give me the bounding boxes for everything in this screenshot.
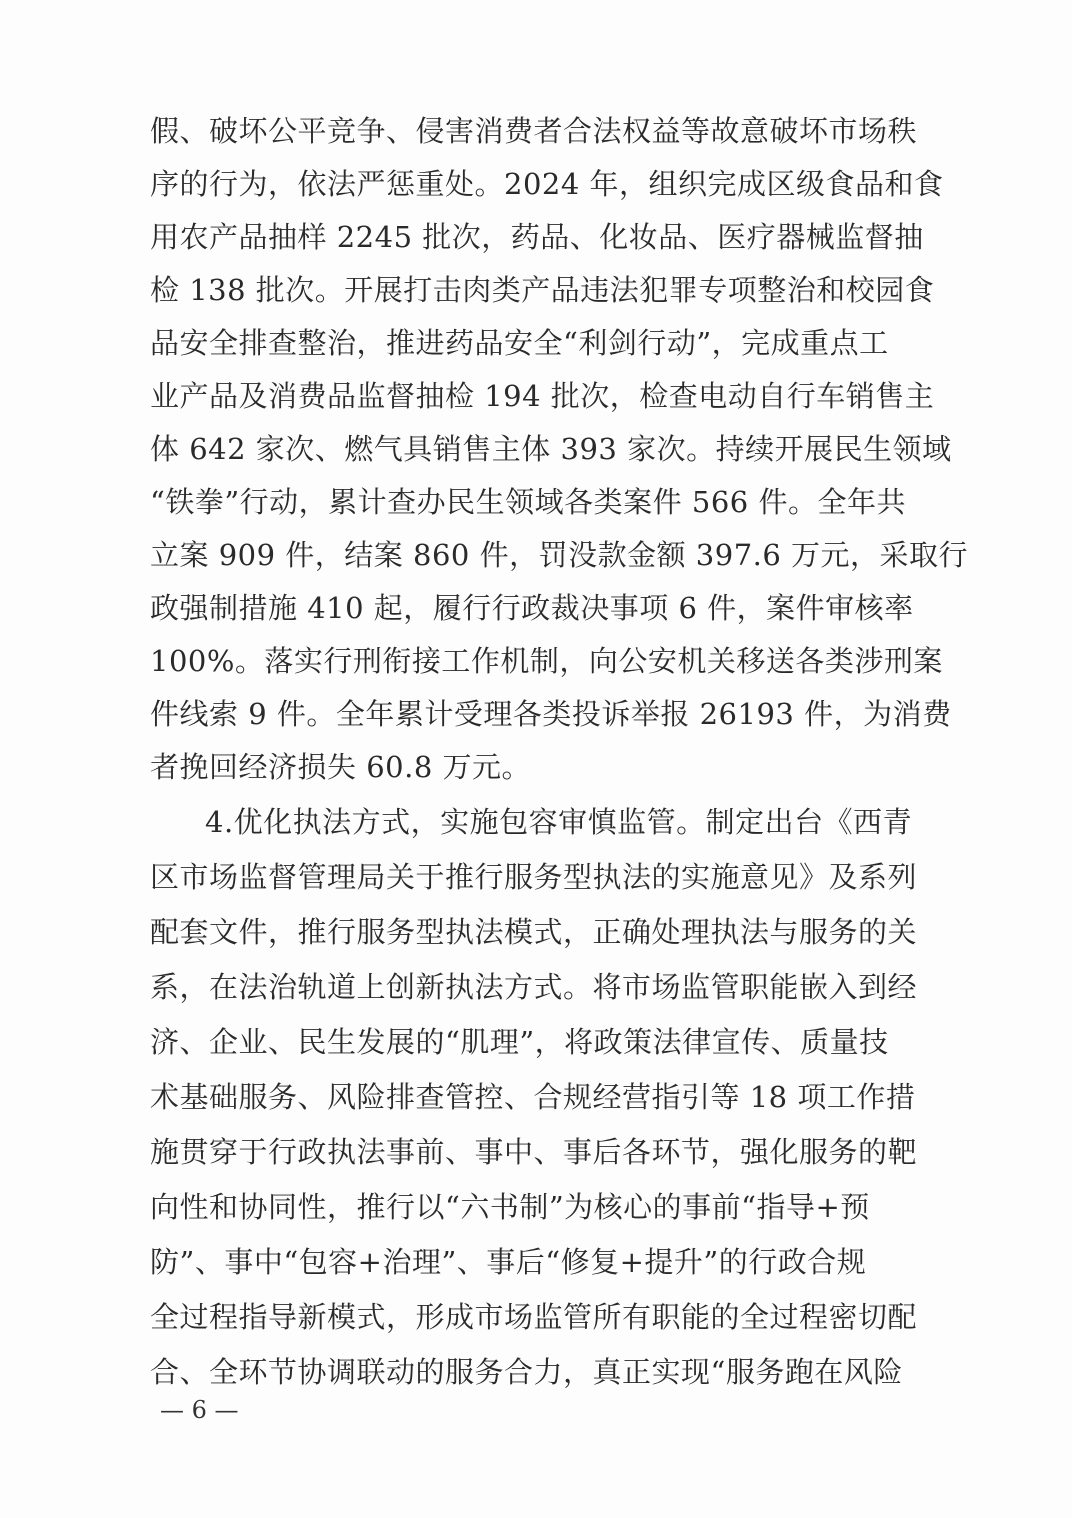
text-line: 体 642 家次、燃气具销售主体 393 家次。持续开展民生领域: [150, 432, 952, 466]
text-line: 系，在法治轨道上创新执法方式。将市场监管职能嵌入到经: [150, 970, 918, 1004]
text-line: 全过程指导新模式，形成市场监管所有职能的全过程密切配: [150, 1300, 918, 1334]
text-line: 业产品及消费品监督抽检 194 批次，检查电动自行车销售主: [150, 379, 935, 413]
text-line: 术基础服务、风险排查管控、合规经营指引等 18 项工作措: [150, 1080, 916, 1114]
text-line: 济、企业、民生发展的“肌理”，将政策法律宣传、质量技: [150, 1025, 889, 1059]
text-line: 防”、事中“包容+治理”、事后“修复+提升”的行政合规: [150, 1245, 867, 1279]
text-line: 政强制措施 410 起，履行行政裁决事项 6 件，案件审核率: [150, 591, 914, 625]
text-line: 用农产品抽样 2245 批次，药品、化妆品、医疗器械监督抽: [150, 220, 924, 254]
section-heading-line: 4.优化执法方式，实施包容审慎监管。制定出台《西青: [205, 805, 913, 839]
text-line: 100%。落实行刑衔接工作机制，向公安机关移送各类涉刑案: [150, 644, 943, 678]
text-line: 施贯穿于行政执法事前、事中、事后各环节，强化服务的靶: [150, 1135, 918, 1169]
text-line: 检 138 批次。开展打击肉类产品违法犯罪专项整治和校园食: [150, 273, 935, 307]
text-line: 配套文件，推行服务型执法模式，正确处理执法与服务的关: [150, 915, 918, 949]
text-line: 区市场监督管理局关于推行服务型执法的实施意见》及系列: [150, 860, 918, 894]
text-line: 件线索 9 件。全年累计受理各类投诉举报 26193 件，为消费: [150, 697, 952, 731]
text-line: 序的行为，依法严惩重处。2024 年，组织完成区级食品和食: [150, 167, 944, 201]
text-line: 向性和协同性，推行以“六书制”为核心的事前“指导+预: [150, 1190, 870, 1224]
text-line: 品安全排查整治，推进药品安全“利剑行动”，完成重点工: [150, 326, 889, 360]
text-line: 立案 909 件，结案 860 件，罚没款金额 397.6 万元，采取行: [150, 538, 969, 572]
text-line: 假、破坏公平竞争、侵害消费者合法权益等故意破坏市场秩: [150, 114, 918, 148]
text-line: 合、全环节协调联动的服务合力，真正实现“服务跑在风险: [150, 1355, 903, 1389]
text-line: “铁拳”行动，累计查办民生领域各类案件 566 件。全年共: [150, 485, 906, 519]
text-line: 者挽回经济损失 60.8 万元。: [150, 750, 532, 784]
page-number: — 6 —: [160, 1396, 239, 1424]
